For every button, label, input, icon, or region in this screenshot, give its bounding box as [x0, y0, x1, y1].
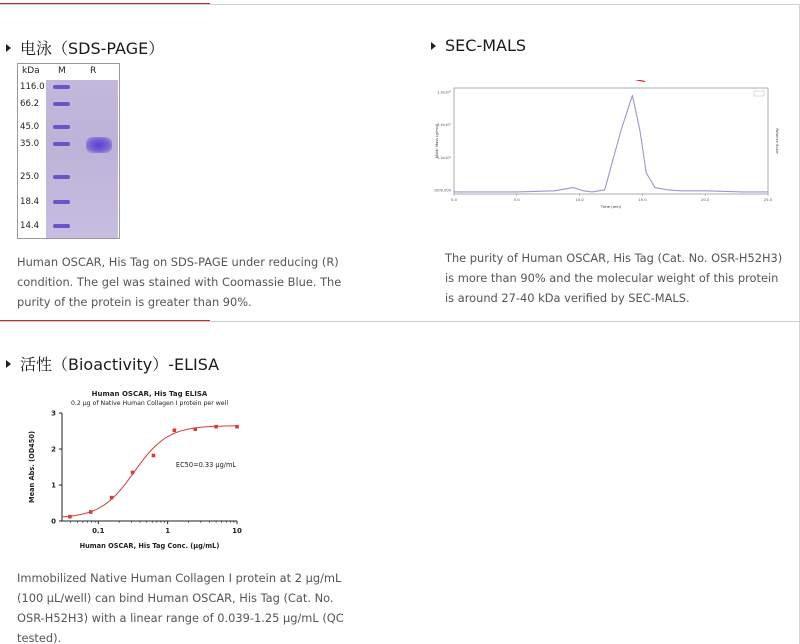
bullet-triangle-icon: [6, 44, 11, 52]
gel-lane-r-label: R: [90, 66, 97, 76]
gel-marker-label: 35.0: [20, 139, 40, 149]
gel-marker-band: [53, 142, 70, 146]
gel-lane-m-label: M: [58, 66, 66, 76]
elisa-chart-title: Human OSCAR, His Tag ELISA: [91, 390, 208, 398]
gel-marker-label: 14.4: [20, 221, 40, 231]
secmals-x-tick-label: 0.0: [450, 197, 458, 202]
secmals-title-text: SEC-MALS: [445, 36, 527, 55]
elisa-y-axis-label: Mean Abs. (OD450): [28, 431, 36, 503]
secmals-x-tick-label: 5.0: [513, 197, 520, 202]
elisa-y-tick-label: 1: [51, 481, 56, 490]
secmals-x-axis-label: Time (min): [600, 204, 622, 209]
gel-marker-band: [53, 85, 70, 89]
secmals-x-tick-label: 10.0: [575, 197, 584, 202]
elisa-data-point: [214, 425, 218, 429]
elisa-chart-subtitle: 0.2 μg of Native Human Collagen I protein per well: [70, 400, 229, 407]
sds-title-text: 电泳（SDS-PAGE）: [20, 39, 165, 58]
secmals-chart: [428, 80, 780, 216]
secmals-y-tick-label: 1.0x10⁶: [437, 90, 451, 95]
secmals-y-axis-label: Molar Mass (g/mol): [435, 123, 439, 159]
elisa-x-axis-label: Human OSCAR, His Tag Conc. (μg/mL): [79, 542, 220, 550]
elisa-title-text: 活性（Bioactivity）-ELISA: [20, 355, 220, 374]
secmals-x-tick-label: 20.0: [700, 197, 710, 202]
gel-marker-label: 116.0: [20, 82, 45, 92]
top-divider: [0, 4, 800, 5]
elisa-data-point: [68, 515, 72, 519]
elisa-x-tick-label: 1: [165, 527, 171, 535]
secmals-legend-box: [754, 91, 764, 96]
secmals-x-tick-label: 25.0: [763, 197, 773, 202]
elisa-data-point: [173, 428, 177, 432]
gel-marker-band: [53, 200, 70, 204]
secmals-y-tick-label: 1000.000: [433, 188, 451, 193]
gel-marker-label: 66.2: [20, 99, 40, 109]
elisa-description: Immobilized Native Human Collagen I protein at 2 μg/mL (100 μL/well) can bind Human OSCAR, His Tag (Cat. No. OSR-H52H3) with a linear range of 0.039-1.25 μg/mL (QC tested).: [17, 571, 344, 644]
elisa-ec50-annotation: EC50=0.33 μg/mL: [175, 461, 237, 469]
gel-marker-band: [53, 102, 70, 106]
elisa-y-tick-label: 0: [51, 517, 56, 526]
secmals-description: The purity of Human OSCAR, His Tag (Cat. No. OSR-H52H3) is more than 90% and the molecular weight of this protein is around 27-40 kDa verified by SEC-MALS.: [445, 251, 783, 305]
secmals-plot-frame: [454, 88, 768, 194]
elisa-data-point: [131, 471, 135, 475]
gel-marker-band: [53, 175, 70, 179]
elisa-data-point: [110, 496, 114, 500]
gel-marker-label: 45.0: [20, 122, 40, 132]
sample-band: [86, 137, 112, 153]
sds-section-title: [6, 36, 164, 59]
secmals-y-tick-label: 1.0x10⁵: [437, 123, 451, 128]
secmals-x-tick-label: 15.0: [638, 197, 647, 202]
elisa-data-point: [89, 510, 93, 514]
elisa-data-point: [193, 427, 197, 431]
elisa-section-title: [6, 352, 219, 375]
elisa-x-tick-label: 10: [232, 527, 242, 535]
elisa-data-point: [235, 425, 239, 429]
gel-marker-band: [53, 224, 70, 228]
secmals-trace-line: [454, 95, 768, 191]
secmals-molar-mass-segment: [630, 80, 645, 82]
gel-marker-label: 25.0: [20, 172, 40, 182]
sds-gel-image: [17, 63, 120, 239]
sds-description: Human OSCAR, His Tag on SDS-PAGE under reducing (R) condition. The gel was stained with Coomassie Blue. The purity of the protein is greater than 90%.: [17, 255, 342, 309]
gel-marker-band: [53, 125, 70, 129]
elisa-x-tick-label: 0.1: [92, 527, 105, 535]
gel-kda-label: kDa: [22, 66, 40, 76]
secmals-y-tick-label: 1.0x10⁴: [437, 155, 451, 160]
bullet-triangle-icon: [6, 360, 11, 368]
elisa-data-point: [152, 454, 156, 458]
elisa-chart: [20, 383, 290, 555]
bullet-triangle-icon: [431, 42, 436, 50]
elisa-y-tick-label: 2: [51, 445, 56, 454]
elisa-fit-curve: [62, 426, 237, 517]
secmals-y2-axis-label: Relative Scale: [775, 128, 779, 154]
gel-lanes: [46, 80, 118, 238]
elisa-y-tick-label: 3: [51, 409, 56, 418]
middle-divider: [0, 321, 800, 322]
gel-marker-label: 18.4: [20, 197, 40, 207]
secmals-section-title: [431, 36, 526, 55]
